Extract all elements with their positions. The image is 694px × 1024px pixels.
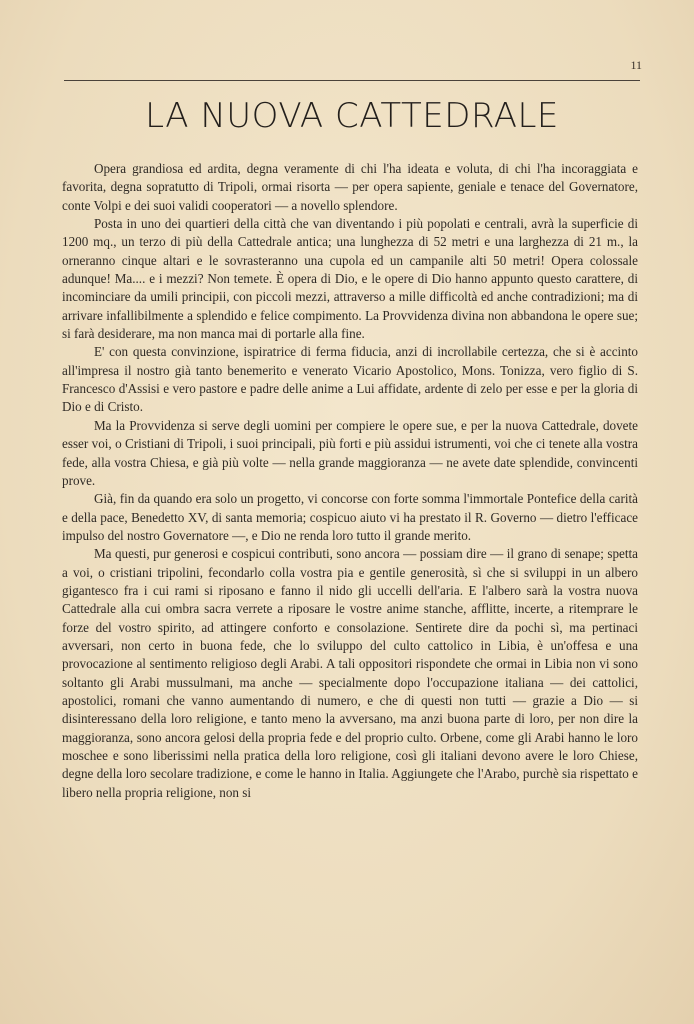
page-number: 11 — [630, 58, 642, 72]
header-rule — [64, 80, 640, 81]
article-body — [62, 160, 638, 802]
paragraph: Ma questi, pur generosi e cospicui contributi, sono ancora — possiam dire — il grano di senape; spetta a voi, o cristiani tripolini, fecondarlo colla vostra pia e gentile generosità, sì che si sviluppi in un albero gigantesco fra i cui rami si riposano e fanno il nido gli uccelli dell'aria. E l'albero sarà la vostra nuova Cattedrale alla cui ombra sacra verrete a riposare le vostre anime stanche, afflitte, incerte, a ritemprare le forze del vostro spirito, ad attingere conforto e consolazione. Sentirete dire da pochi sì, ma pertinaci avversari, non certo in buona fede, che lo sviluppo del culto cattolico in Libia, è un'offesa e una provocazione al sentimento religioso degli Arabi. A tali oppositori rispondete che ormai in Libia non vi sono soltanto gli Arabi mussulmani, ma anche — specialmente dopo l'occupazione italiana — dei cattolici, apostolici, romani che vanno aumentando di numero, e che di questi non tutti — grazie a Dio — si disinteressano della loro religione, e tanto meno la avversano, ma anzi buona parte di loro, per non dire la maggioranza, sono ancora gelosi della propria fede e del proprio culto. Orbene, come gli Arabi hanno le loro moschee e sono liberissimi nella pratica della loro religione, così gli italiani devono avere le loro Chiese, degne della loro secolare tradizione, e come le hanno in Italia. Aggiungete che l'Arabo, purchè sia rispettato e libero nella propria religione, non si — [62, 546, 638, 800]
paragraph: Ma la Provvidenza si serve degli uomini per compiere le opere sue, e per la nuova Cattedrale, dovete esser voi, o Cristiani di Tripoli, i suoi principali, più forti e più assidui istrumenti, voi che ci tenete alla vostra fede, alla vostra Chiesa, e già più volte — nella grande maggioranza — ne avete date splendide, convincenti prove. — [62, 417, 638, 488]
paragraph: E' con questa convinzione, ispiratrice di ferma fiducia, anzi di incrollabile certezza, che si è accinto all'impresa il nostro già tanto benemerito e venerato Vicario Apostolico, Mons. Tonizza, vero figlio di S. Francesco d'Assisi e vero pastore e padre delle anime a Lui affidate, ardente di zelo per esse e per la gloria di Dio e di Cristo. — [62, 344, 638, 415]
paragraph: Posta in uno dei quartieri della città che van diventando i più popolati e centrali, avrà la superficie di 1200 mq., un terzo di più della Cattedrale antica; una lunghezza di 52 metri e una larghezza di 21 m., la orneranno cinque altari e le sovrasteranno una cupola ed un campanile alti 50 metri! Opera colossale adunque! Ma.... e i mezzi? Non temete. È opera di Dio, e le opere di Dio hanno appunto questo carattere, di incominciare da umili principii, con piccoli mezzi, attraverso a mille difficoltà ed anche contradizioni; ma di arrivare infallibilmente a splendido e felice compimento. La Provvidenza divina non abbandona le opere sue; si farà desiderare, ma non manca mai di portarle alla fine. — [62, 216, 638, 342]
paragraph: Opera grandiosa ed ardita, degna veramente di chi l'ha ideata e voluta, di chi l'ha incoraggiata e favorita, degna sopratutto di Tripoli, ormai risorta — per opera sapiente, geniale e tenace del Governatore, conte Volpi e dei suoi validi cooperatori — a novello splendore. — [62, 161, 638, 213]
paragraph: Già, fin da quando era solo un progetto, vi concorse con forte somma l'immortale Pontefice della carità e della pace, Benedetto XV, di santa memoria; cospicuo aiuto vi ha prestato il R. Governo — dietro l'efficace impulso del nostro Governatore —, e Dio ne renda loro tutto il grande merito. — [62, 491, 638, 543]
article-title: LA NUOVA CATTEDRALE — [145, 96, 559, 136]
